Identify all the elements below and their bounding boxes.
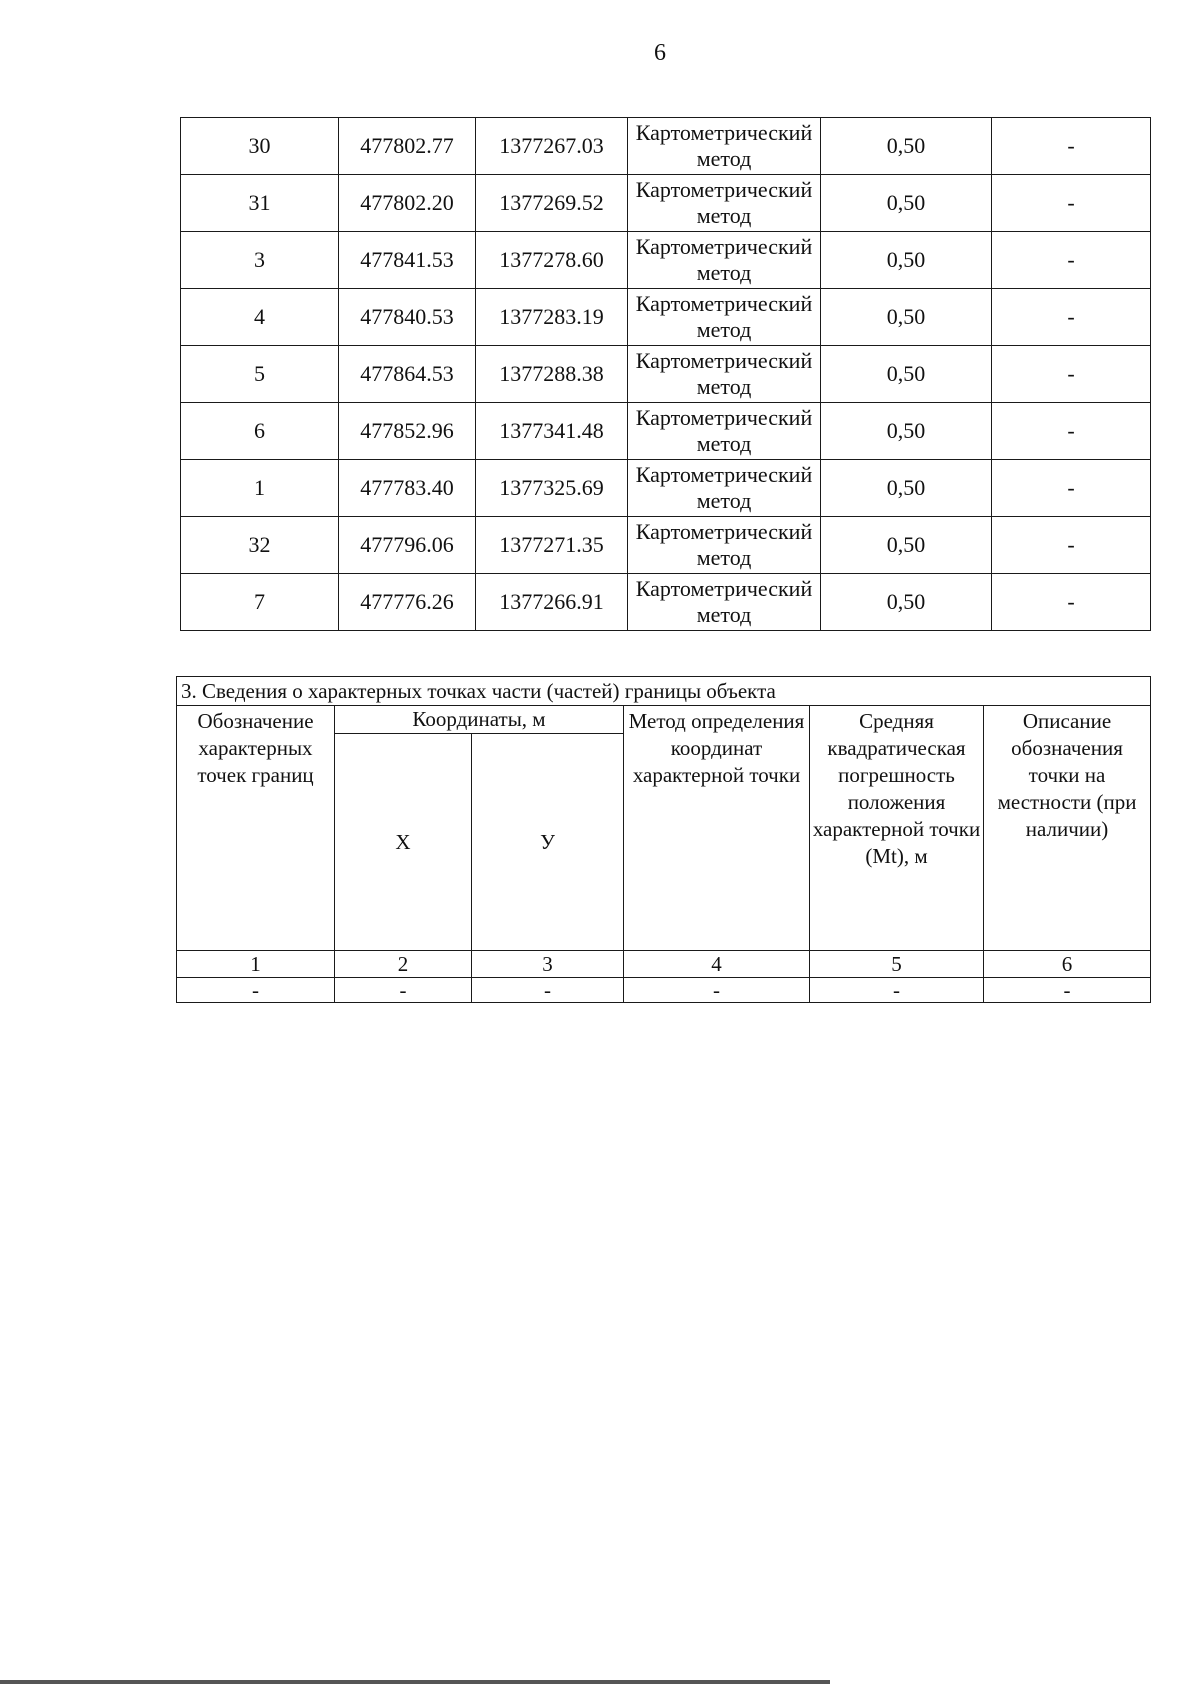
cell-point-number: 32 [181, 517, 339, 574]
empty-cell: - [177, 978, 335, 1003]
section-title: 3. Сведения о характерных точках части (частей) границы объекта [177, 677, 1151, 706]
header-y: У [472, 734, 624, 951]
cell-point-number: 3 [181, 232, 339, 289]
cell-x-coordinate: 477802.77 [339, 118, 476, 175]
cell-point-number: 1 [181, 460, 339, 517]
cell-description: - [992, 175, 1151, 232]
cell-description: - [992, 460, 1151, 517]
cell-error: 0,50 [821, 517, 992, 574]
cell-point-number: 30 [181, 118, 339, 175]
cell-x-coordinate: 477864.53 [339, 346, 476, 403]
boundary-points-table [180, 117, 1151, 631]
cell-y-coordinate: 1377266.91 [476, 574, 628, 631]
cell-error: 0,50 [821, 403, 992, 460]
cell-error: 0,50 [821, 289, 992, 346]
table-row [181, 232, 1151, 289]
cell-method: Картометрический метод [628, 403, 821, 460]
part-boundary-points-table [176, 676, 1151, 1003]
empty-cell: - [624, 978, 810, 1003]
cell-x-coordinate: 477802.20 [339, 175, 476, 232]
cell-method: Картометрический метод [628, 574, 821, 631]
cell-x-coordinate: 477840.53 [339, 289, 476, 346]
cell-method: Картометрический метод [628, 289, 821, 346]
cell-point-number: 4 [181, 289, 339, 346]
header-coordinates: Координаты, м [335, 706, 624, 734]
empty-cell: - [810, 978, 984, 1003]
cell-description: - [992, 574, 1151, 631]
cell-x-coordinate: 477776.26 [339, 574, 476, 631]
column-number: 6 [984, 951, 1151, 978]
column-number: 4 [624, 951, 810, 978]
table-row [181, 574, 1151, 631]
cell-point-number: 7 [181, 574, 339, 631]
cell-description: - [992, 403, 1151, 460]
table-row [181, 175, 1151, 232]
cell-description: - [992, 289, 1151, 346]
table-row [181, 460, 1151, 517]
column-numbers-row [177, 951, 1151, 978]
scan-edge-line [0, 1680, 830, 1684]
header-description: Описание обозначения точки на местности (при наличии) [984, 706, 1151, 951]
table-row [181, 118, 1151, 175]
cell-description: - [992, 517, 1151, 574]
table-row [181, 403, 1151, 460]
cell-error: 0,50 [821, 574, 992, 631]
cell-y-coordinate: 1377288.38 [476, 346, 628, 403]
column-number: 5 [810, 951, 984, 978]
cell-method: Картометрический метод [628, 118, 821, 175]
cell-method: Картометрический метод [628, 175, 821, 232]
table-row [181, 517, 1151, 574]
cell-description: - [992, 118, 1151, 175]
cell-x-coordinate: 477852.96 [339, 403, 476, 460]
cell-method: Картометрический метод [628, 460, 821, 517]
cell-y-coordinate: 1377325.69 [476, 460, 628, 517]
empty-cell: - [984, 978, 1151, 1003]
cell-error: 0,50 [821, 175, 992, 232]
cell-description: - [992, 232, 1151, 289]
cell-y-coordinate: 1377271.35 [476, 517, 628, 574]
empty-data-row [177, 978, 1151, 1003]
header-point-designation: Обозначение характерных точек границ [177, 706, 335, 951]
header-error: Средняя квадратическая погрешность положения характерной точки (Mt), м [810, 706, 984, 951]
cell-point-number: 5 [181, 346, 339, 403]
cell-x-coordinate: 477841.53 [339, 232, 476, 289]
header-method: Метод определения координат характерной точки [624, 706, 810, 951]
cell-y-coordinate: 1377267.03 [476, 118, 628, 175]
cell-method: Картометрический метод [628, 346, 821, 403]
cell-x-coordinate: 477796.06 [339, 517, 476, 574]
cell-x-coordinate: 477783.40 [339, 460, 476, 517]
boundary-points-rows [181, 118, 1151, 631]
cell-error: 0,50 [821, 346, 992, 403]
cell-error: 0,50 [821, 118, 992, 175]
page-number: 6 [654, 40, 666, 66]
table-row [181, 289, 1151, 346]
cell-error: 0,50 [821, 232, 992, 289]
table-row [181, 346, 1151, 403]
cell-y-coordinate: 1377278.60 [476, 232, 628, 289]
cell-error: 0,50 [821, 460, 992, 517]
column-number: 3 [472, 951, 624, 978]
cell-method: Картометрический метод [628, 232, 821, 289]
empty-cell: - [472, 978, 624, 1003]
column-number: 2 [335, 951, 472, 978]
header-x: X [335, 734, 472, 951]
cell-y-coordinate: 1377283.19 [476, 289, 628, 346]
cell-point-number: 6 [181, 403, 339, 460]
cell-y-coordinate: 1377269.52 [476, 175, 628, 232]
column-number: 1 [177, 951, 335, 978]
cell-y-coordinate: 1377341.48 [476, 403, 628, 460]
cell-description: - [992, 346, 1151, 403]
empty-cell: - [335, 978, 472, 1003]
cell-method: Картометрический метод [628, 517, 821, 574]
cell-point-number: 31 [181, 175, 339, 232]
